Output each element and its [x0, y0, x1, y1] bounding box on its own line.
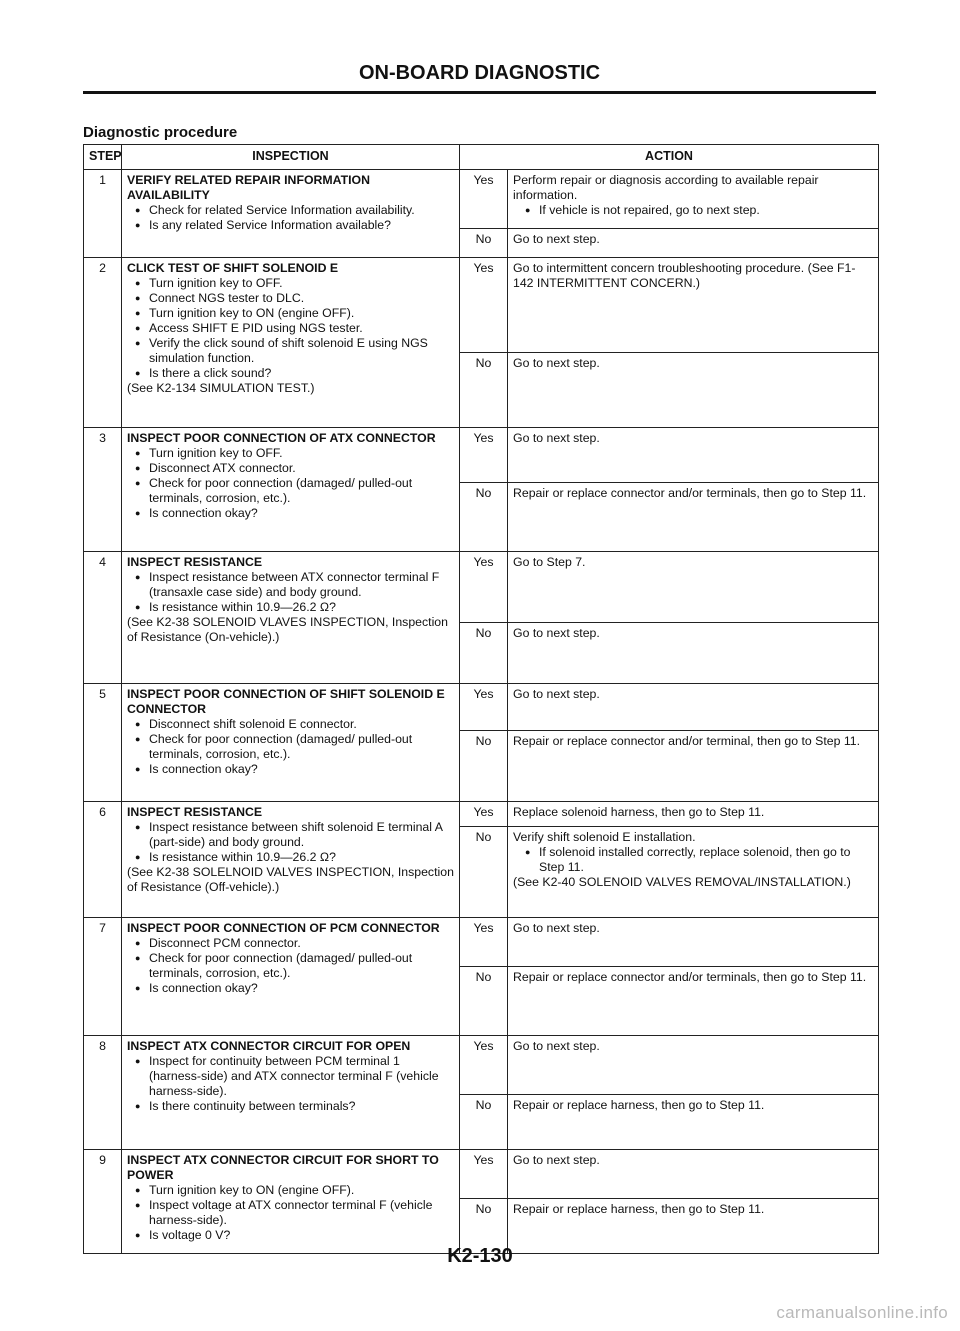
inspection-note: (See K2-38 SOLENOID VLAVES INSPECTION, Inspection of Resistance (On-vehicle).) [127, 615, 448, 644]
inspection-cell [122, 170, 460, 258]
inspection-cell [122, 552, 460, 684]
no-label: No [460, 731, 508, 802]
inspection-cell [122, 684, 460, 802]
yes-action-text: Go to next step. [513, 1039, 600, 1053]
step-title: INSPECT POOR CONNECTION OF SHIFT SOLENOID E CONNECTOR [127, 687, 445, 716]
table-row [84, 552, 879, 623]
yes-action-text: Go to next step. [513, 687, 600, 701]
no-action-text: Repair or replace connector and/or terminals, then go to Step 11. [513, 486, 867, 500]
inspection-cell [122, 428, 460, 552]
inspection-bullet: ● Turn ignition key to OFF. [127, 446, 454, 461]
no-action [508, 1095, 879, 1150]
step-number: 5 [84, 684, 122, 802]
inspection-bullet: ● Disconnect shift solenoid E connector. [127, 717, 454, 732]
inspection-bullet: ● Turn ignition key to ON (engine OFF). [127, 306, 454, 321]
inspection-note: (See K2-134 SIMULATION TEST.) [127, 381, 315, 395]
yes-label: Yes [460, 170, 508, 229]
inspection-bullets [127, 1054, 454, 1114]
no-action-note: (See K2-40 SOLENOID VALVES REMOVAL/INSTALLATION.) [513, 875, 851, 889]
diagnostic-procedure-table [83, 144, 879, 1254]
yes-action-text: Go to next step. [513, 1153, 600, 1167]
inspection-bullet: ● Inspect resistance between ATX connector terminal F (transaxle case side) and body ground. [127, 570, 454, 600]
inspection-cell [122, 1150, 460, 1254]
table-row [84, 170, 879, 229]
table-row [84, 1150, 879, 1199]
no-action-text: Go to next step. [513, 356, 600, 370]
no-action-text: Verify shift solenoid E installation. [513, 830, 696, 844]
no-action [508, 229, 879, 258]
step-number: 6 [84, 802, 122, 918]
inspection-bullet: ● Is resistance within 10.9—26.2 Ω? [127, 600, 454, 615]
no-action [508, 353, 879, 428]
step-title: INSPECT ATX CONNECTOR CIRCUIT FOR SHORT TO POWER [127, 1153, 439, 1182]
page-header: ON-BOARD DIAGNOSTIC [358, 62, 601, 84]
no-label: No [460, 623, 508, 684]
yes-action [508, 258, 879, 353]
yes-label: Yes [460, 428, 508, 483]
yes-action-bullets [513, 203, 873, 218]
yes-label: Yes [460, 802, 508, 827]
table-header-row [84, 145, 879, 170]
yes-action-text: Go to next step. [513, 921, 600, 935]
inspection-bullet: ● Check for poor connection (damaged/ pulled-out terminals, corrosion, etc.). [127, 732, 454, 762]
inspection-bullet: ● Verify the click sound of shift solenoid E using NGS simulation function. [127, 336, 454, 366]
inspection-bullet: ● Is any related Service Information available? [127, 218, 454, 233]
inspection-bullet: ● Is connection okay? [127, 981, 454, 996]
yes-action [508, 552, 879, 623]
table-row [84, 802, 879, 827]
inspection-bullets [127, 203, 454, 233]
inspection-bullet: ● Is there a click sound? [127, 366, 454, 381]
yes-action [508, 170, 879, 229]
no-label: No [460, 1095, 508, 1150]
no-label: No [460, 229, 508, 258]
header-step: STEP [84, 145, 122, 170]
yes-action [508, 1150, 879, 1199]
yes-label: Yes [460, 552, 508, 623]
yes-action [508, 918, 879, 967]
header-rule [83, 91, 876, 94]
inspection-bullet: ● Is there continuity between terminals? [127, 1099, 454, 1114]
no-action-text: Repair or replace harness, then go to Step 11. [513, 1098, 765, 1112]
inspection-bullet: ● Is connection okay? [127, 762, 454, 777]
step-number: 4 [84, 552, 122, 684]
table-row [84, 428, 879, 483]
no-label: No [460, 967, 508, 1036]
inspection-bullet: ● Disconnect PCM connector. [127, 936, 454, 951]
inspection-bullet: ● Inspect for continuity between PCM terminal 1 (harness-side) and ATX connector terminal F (vehicle harness-side). [127, 1054, 454, 1099]
yes-action-text: Replace solenoid harness, then go to Step 11. [513, 805, 765, 819]
no-action [508, 731, 879, 802]
table-row [84, 1036, 879, 1095]
step-title: VERIFY RELATED REPAIR INFORMATION AVAILABILITY [127, 173, 370, 202]
step-title: INSPECT RESISTANCE [127, 805, 263, 819]
inspection-bullets [127, 717, 454, 777]
inspection-bullets [127, 1183, 454, 1243]
yes-label: Yes [460, 258, 508, 353]
inspection-bullet: ● Check for poor connection (damaged/ pulled-out terminals, corrosion, etc.). [127, 476, 454, 506]
no-action-text: Repair or replace connector and/or terminals, then go to Step 11. [513, 970, 867, 984]
no-label: No [460, 353, 508, 428]
inspection-bullets [127, 936, 454, 996]
inspection-bullet: ● Connect NGS tester to DLC. [127, 291, 454, 306]
no-action-text: Repair or replace harness, then go to Step 11. [513, 1202, 765, 1216]
inspection-bullet: ● Is resistance within 10.9—26.2 Ω? [127, 850, 454, 865]
no-action [508, 623, 879, 684]
no-label: No [460, 1199, 508, 1254]
yes-label: Yes [460, 1150, 508, 1199]
table-row [84, 258, 879, 353]
no-action-text: Go to next step. [513, 626, 600, 640]
yes-action [508, 428, 879, 483]
step-number: 3 [84, 428, 122, 552]
no-action [508, 827, 879, 918]
no-action-bullet: ● If solenoid installed correctly, replace solenoid, then go to Step 11. [513, 845, 873, 875]
step-title: CLICK TEST OF SHIFT SOLENOID E [127, 261, 339, 275]
step-title: INSPECT RESISTANCE [127, 555, 263, 569]
inspection-bullets [127, 820, 454, 865]
section-title: Diagnostic procedure [83, 124, 238, 141]
step-number: 1 [84, 170, 122, 258]
step-title: INSPECT ATX CONNECTOR CIRCUIT FOR OPEN [127, 1039, 411, 1053]
inspection-cell [122, 258, 460, 428]
inspection-bullet: ● Is voltage 0 V? [127, 1228, 454, 1243]
inspection-bullet: ● Turn ignition key to OFF. [127, 276, 454, 291]
inspection-bullet: ● Disconnect ATX connector. [127, 461, 454, 476]
yes-action-text: Go to Step 7. [513, 555, 586, 569]
inspection-bullet: ● Check for poor connection (damaged/ pulled-out terminals, corrosion, etc.). [127, 951, 454, 981]
yes-action-bullet: ● If vehicle is not repaired, go to next step. [513, 203, 873, 218]
no-label: No [460, 483, 508, 552]
inspection-bullet: ● Inspect resistance between shift solenoid E terminal A (part-side) and body ground. [127, 820, 454, 850]
step-title: INSPECT POOR CONNECTION OF ATX CONNECTOR [127, 431, 436, 445]
header-action: ACTION [460, 145, 879, 170]
inspection-bullets [127, 570, 454, 615]
no-action-bullets [513, 845, 873, 875]
page-number: K2-130 [447, 1245, 513, 1267]
header-inspection: INSPECTION [122, 145, 460, 170]
no-action-text: Go to next step. [513, 232, 600, 246]
inspection-cell [122, 802, 460, 918]
inspection-cell [122, 1036, 460, 1150]
yes-label: Yes [460, 1036, 508, 1095]
yes-action [508, 684, 879, 731]
inspection-bullet: ● Check for related Service Information availability. [127, 203, 454, 218]
inspection-bullet: ● Turn ignition key to ON (engine OFF). [127, 1183, 454, 1198]
inspection-bullet: ● Access SHIFT E PID using NGS tester. [127, 321, 454, 336]
inspection-bullets [127, 276, 454, 381]
table-row [84, 684, 879, 731]
inspection-bullets [127, 446, 454, 521]
no-action-text: Repair or replace connector and/or terminal, then go to Step 11. [513, 734, 861, 748]
no-label: No [460, 827, 508, 918]
inspection-bullet: ● Inspect voltage at ATX connector terminal F (vehicle harness-side). [127, 1198, 454, 1228]
inspection-cell [122, 918, 460, 1036]
step-number: 9 [84, 1150, 122, 1254]
step-title: INSPECT POOR CONNECTION OF PCM CONNECTOR [127, 921, 440, 935]
table-row [84, 918, 879, 967]
yes-action-text: Perform repair or diagnosis according to available repair information. [513, 173, 819, 202]
watermark: carmanualsonline.info [776, 1303, 948, 1322]
step-number: 2 [84, 258, 122, 428]
step-number: 7 [84, 918, 122, 1036]
inspection-bullet: ● Is connection okay? [127, 506, 454, 521]
yes-action [508, 1036, 879, 1095]
yes-action-text: Go to intermittent concern troubleshooting procedure. (See F1-142 INTERMITTENT CONCERN.) [513, 261, 856, 290]
table-body [84, 170, 879, 1254]
no-action [508, 967, 879, 1036]
yes-action-text: Go to next step. [513, 431, 600, 445]
inspection-note: (See K2-38 SOLELNOID VALVES INSPECTION, Inspection of Resistance (Off-vehicle).) [127, 865, 454, 894]
no-action [508, 483, 879, 552]
yes-label: Yes [460, 684, 508, 731]
yes-label: Yes [460, 918, 508, 967]
yes-action [508, 802, 879, 827]
step-number: 8 [84, 1036, 122, 1150]
